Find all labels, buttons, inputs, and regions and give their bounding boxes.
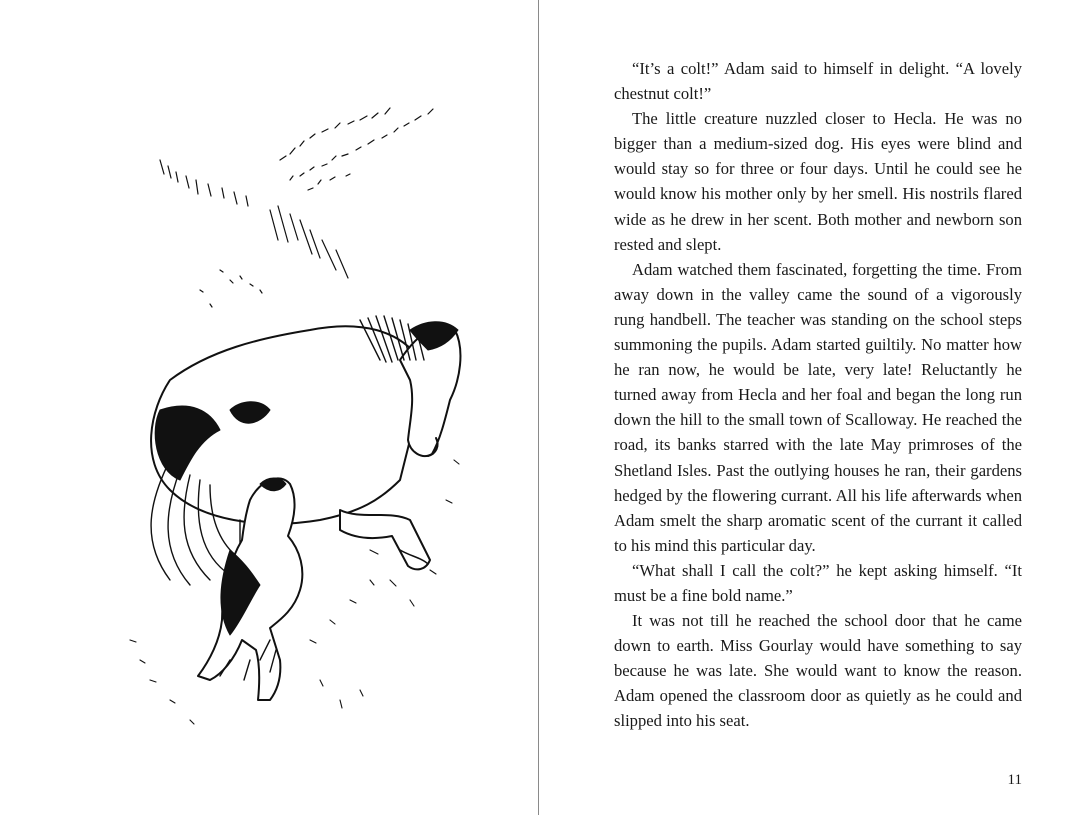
- page-number: 11: [1007, 772, 1022, 788]
- pony-and-foal-illustration: [110, 80, 470, 730]
- left-page: [0, 0, 538, 815]
- mare: [151, 316, 460, 610]
- right-page: [539, 0, 1080, 815]
- paragraph: It was not till he reached the school door that he came down to earth. Miss Gourlay would have something to say because he was late. She would want to know the reason. Adam opened the classroom door as quietly as he could and slipped into his seat.: [614, 611, 1022, 731]
- paragraph: Adam watched them fascinated, forgetting the time. From away down in the valley came the sound of a vigorously rung handbell. The teacher was standing on the school steps summoning the pupils. Adam started guiltily. No matter how he ran now, he would be late, very late! Reluctantly he turned away from Hecla and her foal and began the long run down the hill to the small town of Scalloway. He reached the road, its banks starred with the late May primroses of the Shetland Isles. Past the outlying houses he ran, their gardens hedged by the flowering currant. All his life afterwards when Adam smelt the sharp aromatic scent of the currant it called to his mind this particular day.: [614, 259, 1022, 555]
- breath-scribbles: [160, 108, 433, 307]
- paragraph: “What shall I call the colt?” he kept asking himself. “It must be a fine bold name.”: [614, 560, 1022, 605]
- paragraph: “It’s a colt!” Adam said to himself in delight. “A lovely chestnut colt!”: [614, 59, 1022, 104]
- paragraph: The little creature nuzzled closer to Hecla. He was no bigger than a medium-sized dog. His eyes were blind and would stay so for three or four days. Until he could see he would know his mother only by her smell. His nostrils flared wide as he drew in her scent. Both mother and newborn son rested and slept.: [614, 109, 1022, 254]
- body-text: [614, 56, 1022, 734]
